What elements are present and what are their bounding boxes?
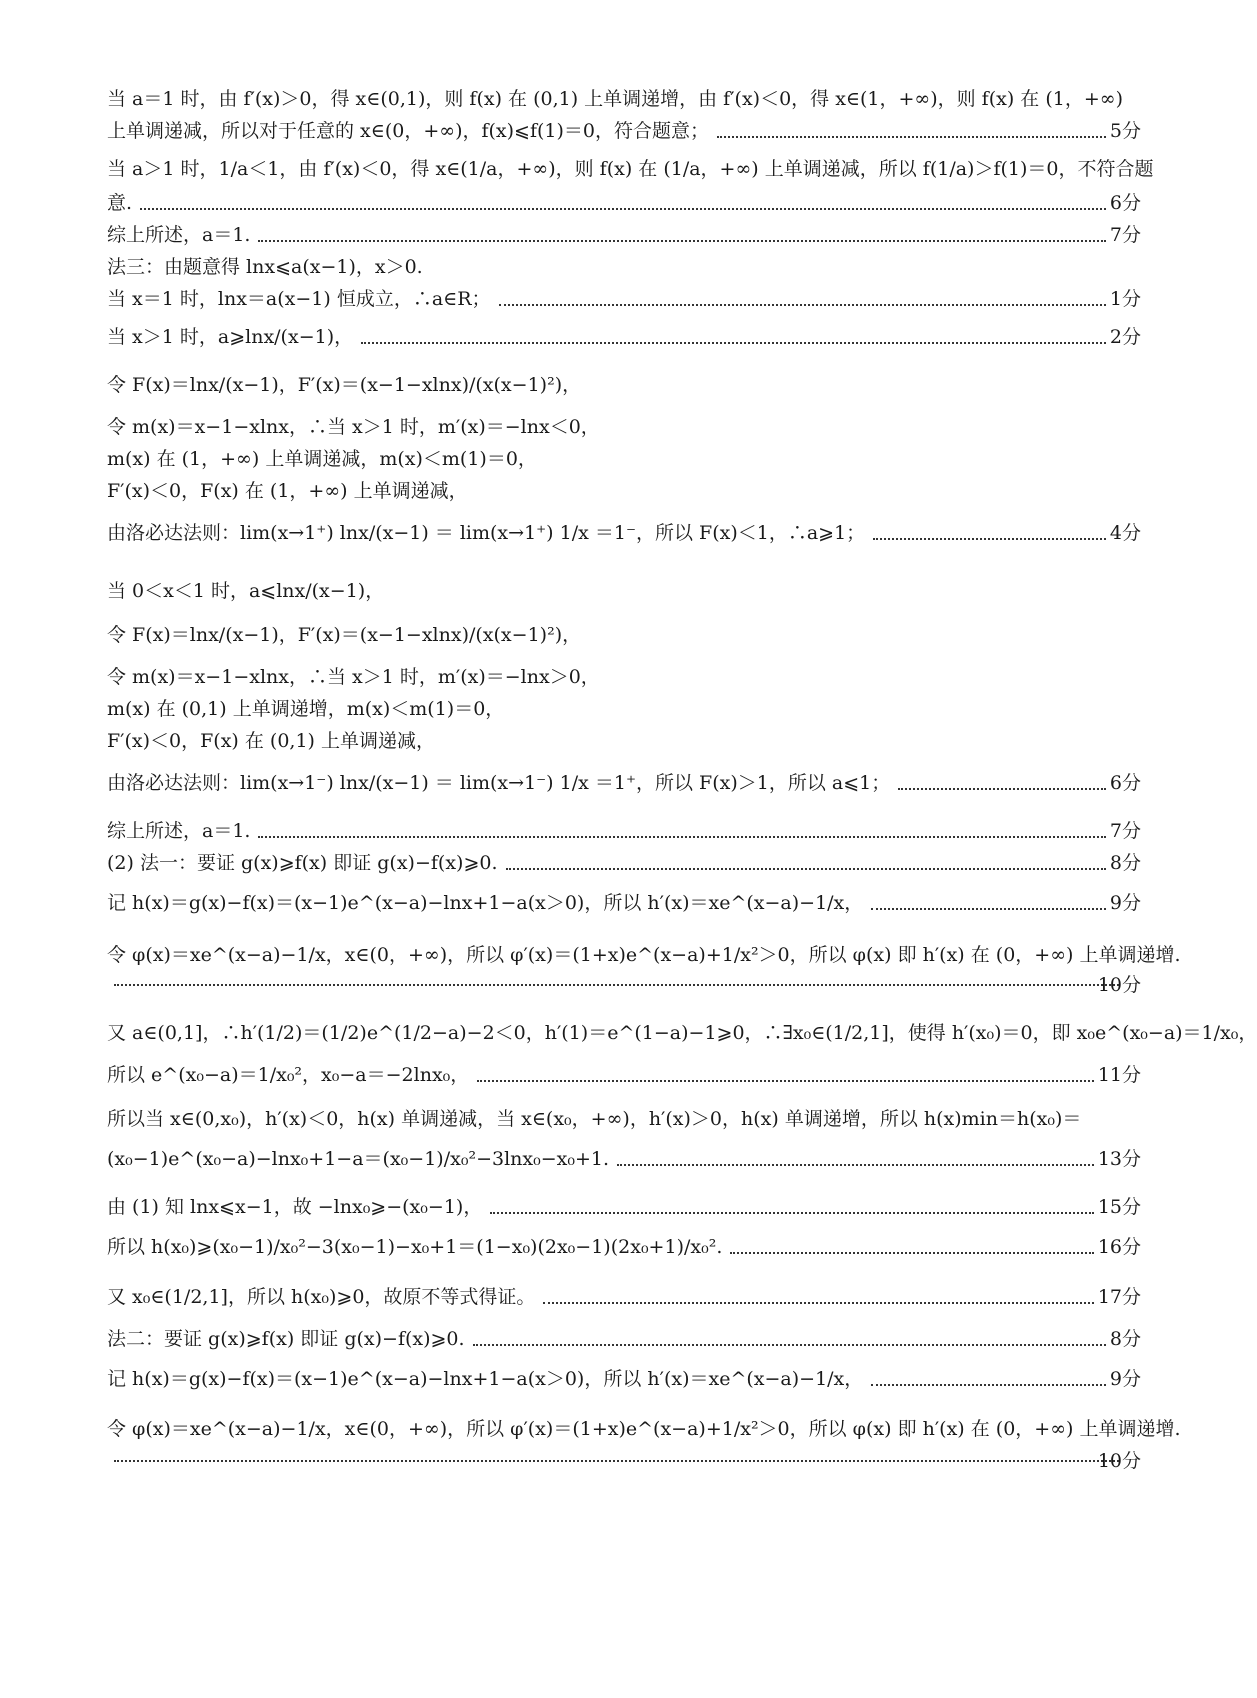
dot-leader bbox=[140, 208, 1106, 210]
solution-line: 当 a＝1 时，由 f′(x)＞0，得 x∈(0,1)，则 f(x) 在 (0,1) 上单调递增，由 f′(x)＜0，得 x∈(1，+∞)，则 f(x) 在 (1，+∞) bbox=[107, 88, 1123, 110]
solution-line: 令 m(x)＝x−1−xlnx，∴当 x＞1 时，m′(x)＝−lnx＜0， bbox=[107, 416, 600, 438]
score-label: 16分 bbox=[1097, 1236, 1141, 1258]
solution-line: 所以当 x∈(0,x₀)，h′(x)＜0，h(x) 单调递减，当 x∈(x₀，+∞)，h′(x)＞0，h(x) 单调递增，所以 h(x)min＝h(x₀)＝ bbox=[107, 1108, 1082, 1130]
solution-line: 令 φ(x)＝xe^(x−a)−1/x，x∈(0，+∞)，所以 φ′(x)＝(1+x)e^(x−a)+1/x²＞0，所以 φ(x) 即 h′(x) 在 (0，+∞) 上单调递增. bbox=[107, 1418, 1181, 1440]
solution-line: 记 h(x)＝g(x)−f(x)＝(x−1)e^(x−a)−lnx+1−a(x＞0)，所以 h′(x)＝xe^(x−a)−1/x， 9分 bbox=[107, 1368, 1141, 1390]
dot-leader bbox=[506, 868, 1106, 870]
dot-leader bbox=[361, 342, 1106, 344]
dot-leader bbox=[114, 984, 1119, 986]
dot-leader bbox=[543, 1302, 1093, 1304]
solution-line: F′(x)＜0，F(x) 在 (0,1) 上单调递减， bbox=[107, 730, 436, 752]
solution-line: 令 F(x)＝lnx/(x−1)，F′(x)＝(x−1−xlnx)/(x(x−1)²)， bbox=[107, 374, 582, 396]
score-label: 9分 bbox=[1109, 892, 1141, 914]
score-label: 17分 bbox=[1097, 1286, 1141, 1308]
solution-line: 意. 6分 bbox=[107, 192, 1141, 214]
dot-leader bbox=[898, 788, 1106, 790]
score-label: 6分 bbox=[1109, 192, 1141, 214]
solution-line: 当 x＞1 时，a⩾lnx/(x−1)， 2分 bbox=[107, 326, 1141, 348]
solution-line: m(x) 在 (0,1) 上单调递增，m(x)＜m(1)＝0， bbox=[107, 698, 505, 720]
score-label: 11分 bbox=[1097, 1064, 1141, 1086]
dot-leader bbox=[717, 136, 1106, 138]
dot-leader bbox=[617, 1164, 1094, 1166]
dot-leader bbox=[258, 240, 1105, 242]
dot-leader bbox=[490, 1212, 1093, 1214]
solution-line: 令 F(x)＝lnx/(x−1)，F′(x)＝(x−1−xlnx)/(x(x−1)²)， bbox=[107, 624, 582, 646]
solution-line: 所以 h(x₀)⩾(x₀−1)/x₀²−3(x₀−1)−x₀+1＝(1−x₀)(2x₀−1)(2x₀+1)/x₀². 16分 bbox=[107, 1236, 1141, 1258]
score-label: 13分 bbox=[1097, 1148, 1141, 1170]
solution-line: 由洛必达法则：lim(x→1⁻) lnx/(x−1) ＝ lim(x→1⁻) 1/x ＝1⁺，所以 F(x)＞1，所以 a⩽1； 6分 bbox=[107, 772, 1141, 794]
solution-line: 综上所述，a＝1. 7分 bbox=[107, 224, 1141, 246]
score-label: 8分 bbox=[1109, 852, 1141, 874]
dot-leader bbox=[258, 836, 1105, 838]
dot-leader bbox=[473, 1344, 1106, 1346]
solution-line: F′(x)＜0，F(x) 在 (1，+∞) 上单调递减， bbox=[107, 480, 468, 502]
solution-line: 又 a∈(0,1]，∴h′(1/2)＝(1/2)e^(1/2−a)−2＜0，h′(1)＝e^(1−a)−1⩾0，∴∃x₀∈(1/2,1]，使得 h′(x₀)＝0，即 x₀e^(x₀−a)＝1/x₀， bbox=[107, 1022, 1257, 1044]
dot-leader bbox=[499, 304, 1106, 306]
score-label: 6分 bbox=[1109, 772, 1141, 794]
solution-line: 法三：由题意得 lnx⩽a(x−1)，x＞0. bbox=[107, 256, 423, 278]
solution-line: 综上所述，a＝1. 7分 bbox=[107, 820, 1141, 842]
score-label: 7分 bbox=[1109, 224, 1141, 246]
dot-leader bbox=[871, 908, 1106, 910]
solution-line: 所以 e^(x₀−a)＝1/x₀²，x₀−a＝−2lnx₀， 11分 bbox=[107, 1064, 1141, 1086]
dot-leader bbox=[873, 538, 1106, 540]
score-label: 8分 bbox=[1109, 1328, 1141, 1350]
solution-line: 令 m(x)＝x−1−xlnx，∴当 x＞1 时，m′(x)＝−lnx＞0， bbox=[107, 666, 600, 688]
solution-line: (2) 法一：要证 g(x)⩾f(x) 即证 g(x)−f(x)⩾0. 8分 bbox=[107, 852, 1141, 874]
solution-line: 当 a＞1 时，1/a＜1，由 f′(x)＜0，得 x∈(1/a，+∞)，则 f(x) 在 (1/a，+∞) 上单调递减，所以 f(1/a)＞f(1)＝0，不符合题 bbox=[107, 158, 1154, 180]
solution-line: 又 x₀∈(1/2,1]，所以 h(x₀)⩾0，故原不等式得证。 17分 bbox=[107, 1286, 1141, 1308]
solution-line: 当 0＜x＜1 时，a⩽lnx/(x−1)， bbox=[107, 580, 385, 602]
solution-line: 上单调递减，所以对于任意的 x∈(0，+∞)，f(x)⩽f(1)＝0，符合题意； 5分 bbox=[107, 120, 1141, 142]
score-label: 10分 bbox=[1097, 974, 1141, 996]
dot-leader bbox=[477, 1080, 1094, 1082]
solution-line: 当 x＝1 时，lnx＝a(x−1) 恒成立，∴a∈R； 1分 bbox=[107, 288, 1141, 310]
score-label: 9分 bbox=[1109, 1368, 1141, 1390]
solution-line: 由洛必达法则：lim(x→1⁺) lnx/(x−1) ＝ lim(x→1⁺) 1/x ＝1⁻，所以 F(x)＜1，∴a⩾1； 4分 bbox=[107, 522, 1141, 544]
solution-line: (x₀−1)e^(x₀−a)−lnx₀+1−a＝(x₀−1)/x₀²−3lnx₀−x₀+1. 13分 bbox=[107, 1148, 1141, 1170]
dot-leader bbox=[730, 1252, 1093, 1254]
solution-line: 法二：要证 g(x)⩾f(x) 即证 g(x)−f(x)⩾0. 8分 bbox=[107, 1328, 1141, 1350]
score-label: 2分 bbox=[1109, 326, 1141, 348]
score-label: 7分 bbox=[1109, 820, 1141, 842]
solution-line: 记 h(x)＝g(x)−f(x)＝(x−1)e^(x−a)−lnx+1−a(x＞0)，所以 h′(x)＝xe^(x−a)−1/x， 9分 bbox=[107, 892, 1141, 914]
dot-leader bbox=[871, 1384, 1106, 1386]
solution-line: m(x) 在 (1，+∞) 上单调递减，m(x)＜m(1)＝0， bbox=[107, 448, 537, 470]
score-label: 10分 bbox=[1097, 1450, 1141, 1472]
score-label: 5分 bbox=[1109, 120, 1141, 142]
solution-line: 由 (1) 知 lnx⩽x−1，故 −lnx₀⩾−(x₀−1)， 15分 bbox=[107, 1196, 1141, 1218]
score-label: 1分 bbox=[1109, 288, 1141, 310]
score-label: 4分 bbox=[1109, 522, 1141, 544]
solution-line: 令 φ(x)＝xe^(x−a)−1/x，x∈(0，+∞)，所以 φ′(x)＝(1+x)e^(x−a)+1/x²＞0，所以 φ(x) 即 h′(x) 在 (0，+∞) 上单调递增. bbox=[107, 944, 1181, 966]
score-label: 15分 bbox=[1097, 1196, 1141, 1218]
dot-leader bbox=[114, 1460, 1119, 1462]
